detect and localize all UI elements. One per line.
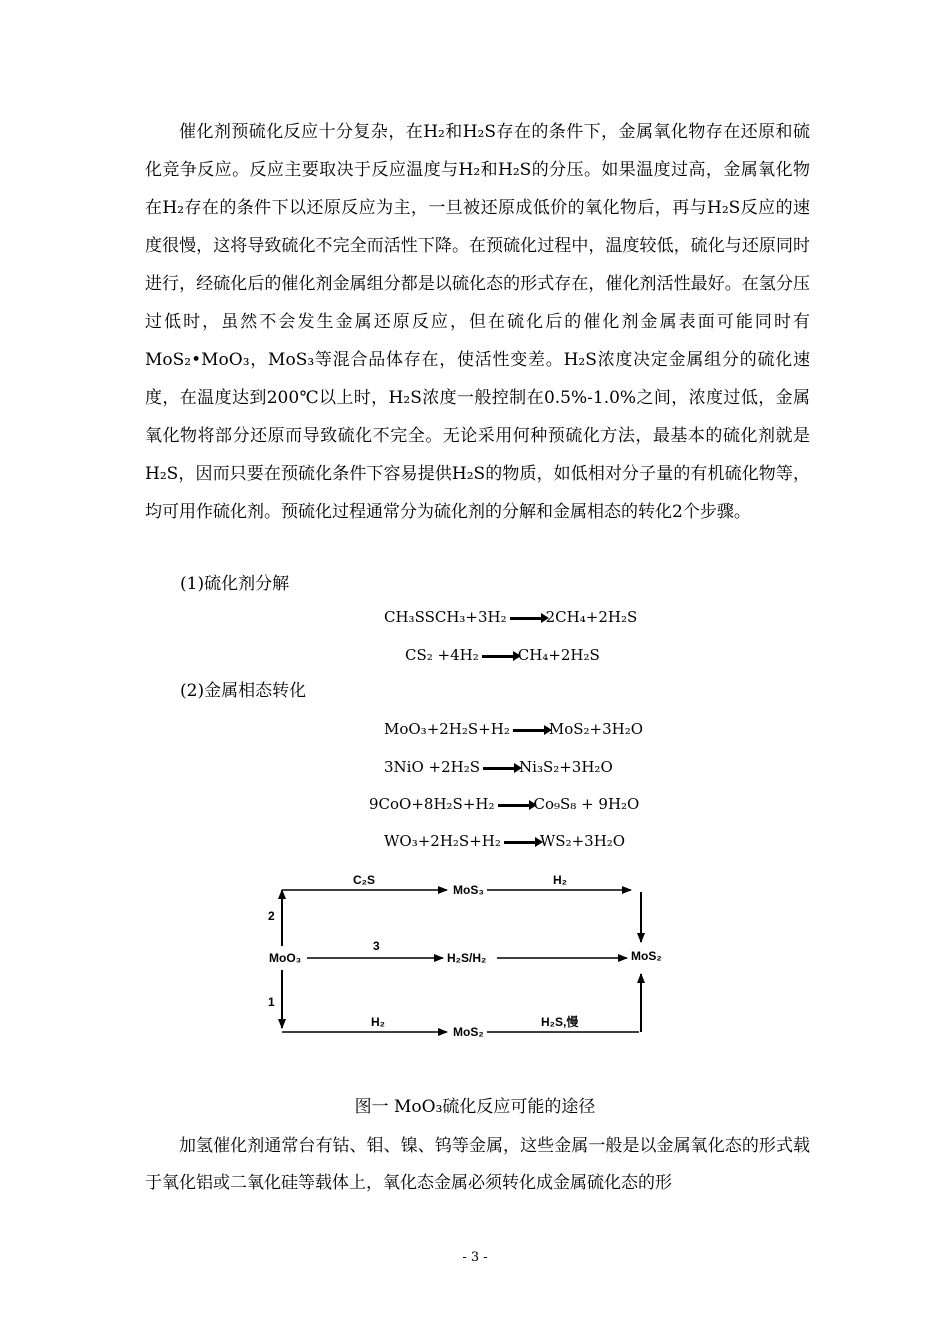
equation-1-rhs: 2CH₄+2H₂S [545,608,638,626]
section-heading-sulfidizer-decomposition: (1)硫化剂分解 [180,574,290,594]
equation-5 [369,795,639,813]
body-paragraph-2: 加氢催化剂通常台有钴、钼、镍、钨等金属，这些金属一般是以金属氧化态的形式载于氧化铝或二氧化硅等载体上，氧化态金属必须转化成金属硫化态的形 [145,1136,810,1193]
page-number: - 3 - [462,1250,488,1265]
equation-4-rhs: Ni₃S₂+3H₂O [519,758,613,776]
label-route-1: 1 [268,995,275,1009]
figure-caption: 图一 MoO₃硫化反应可能的途径 [354,1097,596,1117]
equation-4 [384,758,613,776]
reaction-arrow-icon [504,841,538,844]
equation-3-rhs: MoS₂+3H₂O [548,720,644,738]
label-c2s: C₂S [353,873,376,887]
label-h2-top: H₂ [553,873,567,887]
label-route-3: 3 [373,939,380,953]
equation-1-lhs: CH₃SSCH₃+3H₂ [384,608,507,626]
equation-4-lhs: 3NiO +2H₂S [384,758,481,776]
node-mos3: MoS₃ [453,883,484,897]
equation-3 [384,720,643,738]
node-mos2-intermediate: MoS₂ [453,1025,484,1039]
node-h2s-h2: H₂S/H₂ [447,951,487,965]
equation-5-rhs: Co₉S₈ + 9H₂O [533,795,640,813]
reaction-arrow-icon [513,729,547,732]
section-heading-metal-phase-conversion: (2)金属相态转化 [180,681,307,701]
equation-2 [405,646,600,664]
node-moo3: MoO₃ [269,951,302,965]
reaction-arrow-icon [498,804,532,807]
equation-3-lhs: MoO₃+2H₂S+H₂ [384,720,510,738]
label-h2s-slow: H₂S,慢 [541,1015,579,1029]
equation-6 [384,832,625,850]
equation-1 [384,608,637,626]
label-route-2: 2 [268,909,275,923]
node-mos2-final: MoS₂ [631,949,662,963]
reaction-arrow-icon [483,767,517,770]
equation-5-lhs: 9CoO+8H₂S+H₂ [369,795,495,813]
equation-2-lhs: CS₂ +4H₂ [405,646,479,664]
equation-6-rhs: WS₂+3H₂O [539,832,626,850]
body-paragraph-1: 催化剂预硫化反应十分复杂，在H₂和H₂S存在的条件下，金属氧化物存在还原和硫化竞争反应。反应主要取决于反应温度与H₂和H₂S的分压。如果温度过高，金属氧化物在H₂存在的条件下以还原反应为主，一旦被还原成低价的氧化物后，再与H₂S反应的速度很慢，这将导致硫化不完全而活性下降。在预硫化过程中，温度较低，硫化与还原同时进行，经硫化后的催化剂金属组分都是以硫化态的形式存在，催化剂活性最好。在氢分压过低时，虽然不会发生金属还原反应，但在硫化后的催化剂金属表面可能同时有MoS₂•MoO₃，MoS₃等混合品体存在，使活性变差。H₂S浓度决定金属组分的硫化速度，在温度达到200℃以上时，H₂S浓度一般控制在0.5%-1.0%之间，浓度过低，金属氧化物将部分还原而导致硫化不完全。无论采用何种预硫化方法，最基本的硫化剂就是H₂S，因而只要在预硫化条件下容易提供H₂S的物质，如低相对分子量的有机硫化物等，均可用作硫化剂。预硫化过程通常分为硫化剂的分解和金属相态的转化2个步骤。 [145,122,810,522]
equation-2-rhs: CH₄+2H₂S [517,646,600,664]
moo3-sulfidation-diagram [255,862,685,1052]
equation-6-lhs: WO₃+2H₂S+H₂ [384,832,501,850]
reaction-arrow-icon [510,617,544,620]
reaction-arrow-icon [482,655,516,658]
label-h2-bottom: H₂ [371,1015,385,1029]
